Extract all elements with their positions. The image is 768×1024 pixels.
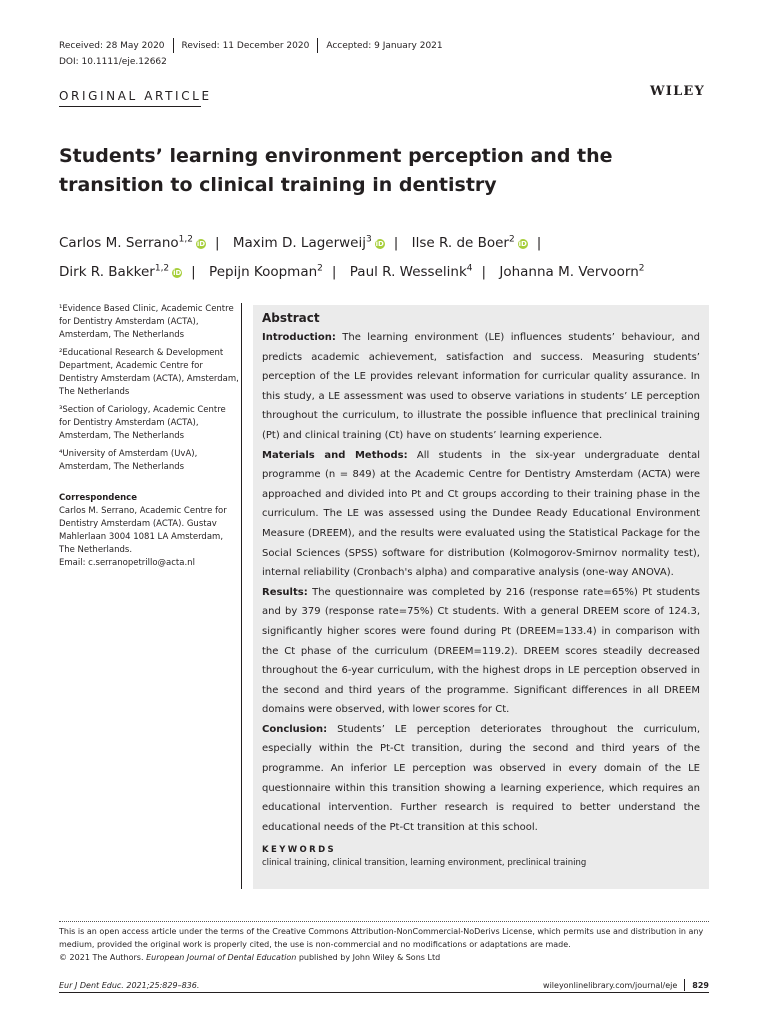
- footer-separator: [684, 979, 685, 991]
- publisher-logo: WILEY: [650, 84, 706, 99]
- article-title: Students’ learning environment perception and the transition to clinical training in dentistry: [59, 145, 613, 196]
- license-text: This is an open access article under the terms of the Creative Commons Attribution-NonCommercial-NoDerivs License, which permits use and distribution in any medium, provided the original work is properly cited, the use is non-commercial and no modifications or adaptations are made.: [59, 927, 704, 949]
- section-rule: [59, 106, 201, 107]
- journal-citation: Eur J Dent Educ. 2021;25:829–836.: [59, 980, 200, 990]
- journal-url[interactable]: wileyonlinelibrary.com/journal/eje: [543, 980, 678, 990]
- abstract-heading: Abstract: [262, 311, 320, 325]
- section-label: ORIGINAL ARTICLE: [59, 89, 212, 103]
- doi[interactable]: DOI: 10.1111/eje.12662: [59, 57, 167, 67]
- author[interactable]: Pepijn Koopman$^2$: [209, 263, 323, 280]
- author[interactable]: Johanna M. Vervoorn$^2$: [499, 263, 645, 280]
- author[interactable]: Ilse R. de Boer$^2$ iD: [411, 234, 527, 251]
- revised-date: Revised: 11 December 2020: [181, 40, 310, 51]
- accepted-date: Accepted: 9 January 2021: [326, 40, 443, 51]
- keywords: clinical training, clinical transition, learning environment, preclinical training: [262, 858, 587, 869]
- abstract-conclusion: Conclusion: Students’ LE perception deteriorates throughout the curriculum, especially within the Pt-Ct transition, during the second and third years of the programme. An inferior LE perception was observed in every domain of the LE questionnaire within this transition showing a learning experience, which requires an educational intervention. Further research is required to better understand the educational needs of the Pt-Ct transition at this school.: [262, 723, 700, 833]
- abstract-introduction: Introduction: The learning environment (LE) influences students’ behaviour, and predicts academic achievement, satisfaction and success. Measuring students’ perception of the LE provides relevant information for curricular quality assurance. In this study, a LE assessment was used to observe variations in students’ LE perception throughout the curriculum, to illustrate the possible influence that preclinical training (Pt) and clinical training (Ct) have on students’ learning experience.: [262, 332, 700, 441]
- author[interactable]: Paul R. Wesselink$^4$: [349, 263, 473, 280]
- date-separator: [317, 38, 318, 53]
- affiliation: ³Section of Cariology, Academic Centre for Dentistry Amsterdam (ACTA), Amsterdam, The Netherlands: [59, 405, 226, 441]
- author-list: Carlos M. Serrano$^{1,2}$ iD | Maxim D. Lagerweij$^3$ iD | Ilse R. de Boer$^2$ iD | Dirk R. Bakker$^{1,2}$ iD | Pepijn Koopman$^2$ | Paul R. Wesselink$^4$ | Johanna M. Vervoorn$^2$: [59, 234, 645, 280]
- correspondence-email[interactable]: Email: c.serranopetrillo@acta.nl: [59, 558, 195, 568]
- affiliation: ²Educational Research & Development Department, Academic Centre for Dentistry Amsterdam (ACTA), Amsterdam, The Netherlands: [59, 348, 239, 397]
- author[interactable]: Carlos M. Serrano$^{1,2}$ iD: [59, 234, 206, 251]
- received-date: Received: 28 May 2020: [59, 40, 165, 51]
- license-notice: [59, 925, 709, 964]
- orcid-icon[interactable]: iD: [518, 239, 527, 248]
- abstract-results: Results: The questionnaire was completed by 216 (response rate=65%) Pt students and by 379 (response rate=75%) Ct students. With a general DREEM score of 124.3, significantly higher scores were found during Pt (DREEM=133.4) in comparison with the Ct phase of the curriculum (DREEM=119.2). DREEM scores steadily decreased throughout the 6-year curriculum, with the highest drops in LE perception observed in the second and third years of the programme. Significant differences in all DREEM domains were observed, with lower scores for Ct.: [262, 586, 700, 716]
- license-divider: [59, 921, 709, 922]
- page-number: 829: [692, 980, 709, 990]
- correspondence-address: Carlos M. Serrano, Academic Centre for Dentistry Amsterdam (ACTA). Gustav Mahlerlaan 3004 1081 LA Amsterdam, The Netherlands.: [59, 506, 227, 555]
- author[interactable]: Dirk R. Bakker$^{1,2}$ iD: [59, 263, 182, 280]
- column-divider: [241, 303, 242, 889]
- page-footer: [59, 979, 709, 991]
- abstract-box: [253, 305, 709, 889]
- correspondence-heading: Correspondence: [59, 493, 137, 503]
- orcid-icon[interactable]: iD: [173, 269, 182, 277]
- footer-rule: [59, 992, 709, 993]
- copyright-line: © 2021 The Authors. European Journal of Dental Education published by John Wiley & Sons Ltd: [59, 953, 441, 962]
- affiliation: ¹Evidence Based Clinic, Academic Centre for Dentistry Amsterdam (ACTA), Amsterdam, The Netherlands: [59, 304, 234, 340]
- orcid-icon[interactable]: iD: [375, 239, 384, 248]
- orcid-icon[interactable]: iD: [196, 239, 206, 248]
- affiliations: [59, 303, 239, 570]
- abstract-methods: Materials and Methods: All students in the six-year undergraduate dental programme (n = 849) at the Academic Centre for Dentistry Amsterdam (ACTA) were approached and divided into Pt and Ct groups according to their training phase in the curriculum. The LE was assessed using the Dundee Ready Educational Environment Measure (DREEM), and the results were evaluated using the Statistical Package for the Social Sciences (SPSS) software for distribution (Kolmogorov-Smirnov normality test), internal reliability (Cronbach's alpha) and comparative analysis (one-way ANOVA).: [262, 449, 700, 579]
- date-separator: [173, 38, 174, 53]
- affiliation: ⁴University of Amsterdam (UvA), Amsterdam, The Netherlands: [59, 449, 198, 472]
- keywords-heading: KEYWORDS: [262, 845, 337, 856]
- article-dates: [59, 38, 443, 53]
- author[interactable]: Maxim D. Lagerweij$^3$ iD: [232, 234, 384, 251]
